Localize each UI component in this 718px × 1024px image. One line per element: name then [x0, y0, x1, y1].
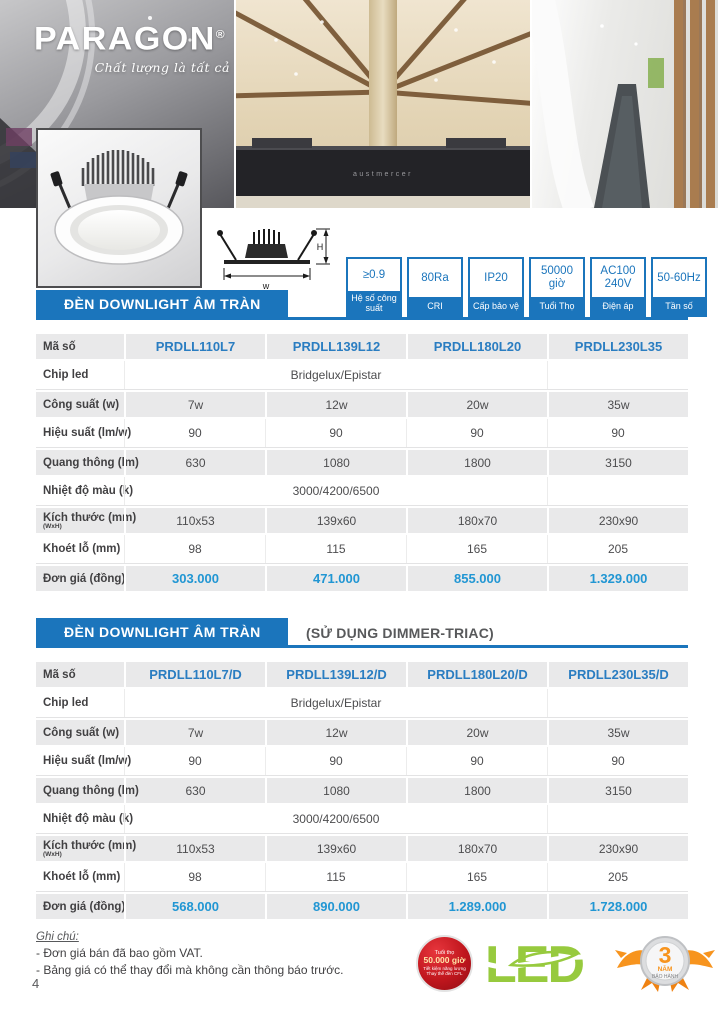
price-value: 890.000	[265, 894, 406, 919]
store-photo-middle-art	[236, 0, 530, 208]
section-title: ĐÈN DOWNLIGHT ÂM TRÀN	[36, 618, 288, 645]
warranty-badge	[615, 932, 715, 994]
row-label: Đơn giá (đồng)	[43, 572, 126, 585]
product-code: PRDLL180L20	[406, 334, 547, 359]
spec-value: 1800	[406, 450, 547, 475]
brand-tagline: Chất lượng là tất cả	[94, 60, 230, 75]
spec-value: 205	[547, 863, 688, 891]
brand-name	[34, 23, 230, 55]
warranty-label: BẢO HÀNH	[651, 974, 679, 980]
lifetime-line2: 50.000 giờ	[423, 955, 466, 966]
product-code: PRDLL230L35/D	[547, 662, 688, 687]
table-row	[36, 718, 688, 747]
badge-label: Hệ số công suất	[348, 291, 400, 315]
badge-value: 50-60Hz	[653, 259, 705, 297]
spec-value: 110x53	[124, 508, 265, 533]
badge-label: Điện áp	[592, 297, 644, 315]
price-value: 1.329.000	[547, 566, 688, 591]
spec-value: 115	[265, 535, 406, 563]
spec-value: 139x60	[265, 508, 406, 533]
spec-value: 1800	[406, 778, 547, 803]
spec-value: 90	[265, 747, 406, 775]
store-photo-right-art	[532, 0, 718, 208]
price-value: 303.000	[124, 566, 265, 591]
spec-value: 630	[124, 778, 265, 803]
badge-label: Cấp bảo vệ	[470, 297, 522, 315]
spec-table-dimmer	[36, 660, 688, 921]
led-logo-text: LED	[485, 936, 583, 992]
spec-value: 12w	[265, 392, 406, 417]
spec-value: 90	[547, 419, 688, 447]
spec-value: 110x53	[124, 836, 265, 861]
merged-spec-value: Bridgelux/Epistar	[124, 689, 547, 717]
table-row	[36, 776, 688, 805]
spec-value: 230x90	[547, 508, 688, 533]
row-label: Quang thông (lm)	[43, 784, 139, 797]
spec-value: 3150	[547, 450, 688, 475]
price-value: 855.000	[406, 566, 547, 591]
spec-value: 90	[265, 419, 406, 447]
table-row	[36, 747, 688, 776]
spec-badges	[346, 257, 707, 317]
footer-badges	[416, 932, 715, 994]
spec-value: 35w	[547, 392, 688, 417]
led-logo	[483, 934, 605, 992]
spec-value: 90	[547, 747, 688, 775]
table-row	[36, 689, 688, 718]
spec-value: 180x70	[406, 836, 547, 861]
product-photo	[36, 128, 202, 288]
spec-value: 115	[265, 863, 406, 891]
warranty-number: 3	[658, 942, 672, 968]
badge-value: IP20	[470, 259, 522, 297]
spec-value: 180x70	[406, 508, 547, 533]
row-label: Mã số	[43, 340, 76, 353]
table-row	[36, 361, 688, 390]
badge-value: ≥0.9	[348, 259, 400, 291]
table-row	[36, 805, 688, 834]
dimension-diagram	[204, 224, 334, 297]
page-number: 4	[32, 976, 40, 991]
product-code: PRDLL180L20/D	[406, 662, 547, 687]
spec-value: 139x60	[265, 836, 406, 861]
empty-cell	[547, 805, 688, 833]
merged-spec-value: Bridgelux/Epistar	[124, 361, 547, 389]
spec-table-standard	[36, 332, 688, 593]
spec-value: 7w	[124, 720, 265, 745]
row-label: Công suất (w)	[43, 398, 120, 411]
lifetime-line4: Thay thế đèn CFL	[426, 971, 463, 977]
row-label: Nhiệt độ màu (k)	[43, 485, 134, 497]
note-item: - Đơn giá bán đã bao gồm VAT.	[36, 946, 203, 960]
table-row	[36, 390, 688, 419]
row-label: Khoét lỗ (mm)	[43, 543, 121, 555]
spec-value: 98	[124, 863, 265, 891]
badge-cri	[407, 257, 463, 317]
spec-value: 7w	[124, 392, 265, 417]
brand-logo	[34, 22, 230, 75]
spec-value: 12w	[265, 720, 406, 745]
spec-value: 90	[406, 747, 547, 775]
lifetime-line3: Tiết kiệm năng lượng	[423, 965, 466, 971]
table-row	[36, 564, 688, 593]
notes	[36, 931, 343, 977]
lifetime-badge	[416, 935, 473, 992]
spec-value: 1080	[265, 450, 406, 475]
badge-lifespan	[529, 257, 585, 317]
badge-value: AC100 240V	[592, 259, 644, 297]
product-code: PRDLL110L7/D	[124, 662, 265, 687]
row-label: Quang thông (lm)	[43, 456, 139, 469]
counter-sign-text: austmercer	[352, 171, 414, 178]
row-label: Đơn giá (đồng)	[43, 900, 126, 913]
section-subtitle: (SỬ DỤNG DIMMER-TRIAC)	[306, 625, 494, 641]
badge-value: 50000 giờ	[531, 259, 583, 297]
merged-spec-value: 3000/4200/6500	[124, 805, 547, 833]
spec-value: 165	[406, 535, 547, 563]
product-code: PRDLL139L12	[265, 334, 406, 359]
product-code: PRDLL139L12/D	[265, 662, 406, 687]
price-value: 568.000	[124, 894, 265, 919]
row-label: Kích thước (mm) (WxH)	[43, 511, 137, 530]
table-row	[36, 892, 688, 921]
spec-value: 630	[124, 450, 265, 475]
height-label: H	[316, 242, 324, 252]
dimension-diagram-art	[204, 224, 334, 292]
table-row	[36, 863, 688, 892]
warranty-unit: NĂM	[657, 966, 673, 973]
empty-cell	[547, 477, 688, 505]
badge-ip	[468, 257, 524, 317]
spec-value: 20w	[406, 392, 547, 417]
spec-value: 35w	[547, 720, 688, 745]
store-photo-middle	[236, 0, 530, 208]
merged-spec-value: 3000/4200/6500	[124, 477, 547, 505]
section-header-downlight-dimmer	[36, 618, 688, 648]
spec-value: 20w	[406, 720, 547, 745]
spec-value: 90	[124, 419, 265, 447]
badge-label: Tần số	[653, 297, 705, 315]
row-label: Mã số	[43, 668, 76, 681]
table-row	[36, 535, 688, 564]
notes-heading: Ghi chú:	[36, 931, 79, 943]
section-title: ĐÈN DOWNLIGHT ÂM TRÀN	[36, 290, 288, 317]
product-code: PRDLL110L7	[124, 334, 265, 359]
empty-cell	[547, 361, 688, 389]
row-label: Nhiệt độ màu (k)	[43, 813, 134, 825]
badge-power-factor	[346, 257, 402, 317]
price-value: 1.289.000	[406, 894, 547, 919]
row-label: Kích thước (mm) (WxH)	[43, 839, 137, 858]
badge-voltage	[590, 257, 646, 317]
badge-label: CRI	[409, 297, 461, 315]
lifetime-line1: Tuổi thọ	[434, 949, 455, 956]
table-row	[36, 448, 688, 477]
store-photo-right	[532, 0, 718, 208]
badge-value: 80Ra	[409, 259, 461, 297]
row-label: Khoét lỗ (mm)	[43, 871, 121, 883]
brand-name-text: PARAGON	[34, 21, 216, 57]
spec-value: 3150	[547, 778, 688, 803]
row-label: Chip led	[43, 369, 89, 381]
table-row	[36, 332, 688, 361]
table-row	[36, 506, 688, 535]
row-label: Chip led	[43, 697, 89, 709]
table-row	[36, 834, 688, 863]
spec-value: 90	[124, 747, 265, 775]
badge-label: Tuổi Thọ	[531, 297, 583, 315]
registered-mark: ®	[215, 27, 227, 41]
table-row	[36, 477, 688, 506]
badge-frequency	[651, 257, 707, 317]
table-row	[36, 419, 688, 448]
spec-value: 1080	[265, 778, 406, 803]
price-value: 1.728.000	[547, 894, 688, 919]
row-label: Hiệu suất (lm/w)	[43, 427, 132, 439]
price-value: 471.000	[265, 566, 406, 591]
note-item: - Bảng giá có thể thay đổi mà không cần thông báo trước.	[36, 963, 344, 977]
row-label: Hiệu suất (lm/w)	[43, 755, 132, 767]
width-label: w	[262, 281, 270, 291]
row-label: Công suất (w)	[43, 726, 120, 739]
product-code: PRDLL230L35	[547, 334, 688, 359]
downlight-render	[38, 130, 200, 286]
spec-value: 230x90	[547, 836, 688, 861]
table-row	[36, 660, 688, 689]
spec-value: 165	[406, 863, 547, 891]
spec-value: 90	[406, 419, 547, 447]
spec-value: 98	[124, 535, 265, 563]
empty-cell	[547, 689, 688, 717]
spec-value: 205	[547, 535, 688, 563]
